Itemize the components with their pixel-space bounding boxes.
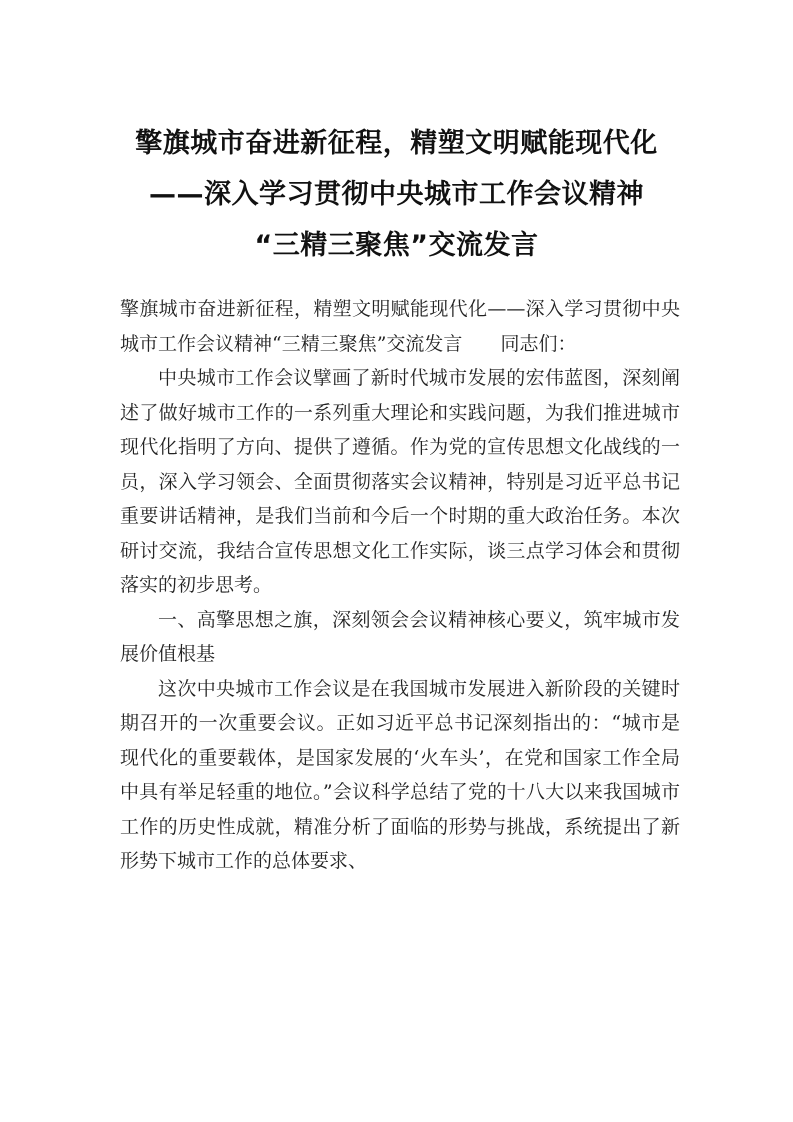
document-title	[60, 118, 733, 271]
section-heading-1: 一、高擎思想之旗，深刻领会会议精神核心要义，筑牢城市发展价值根基	[120, 608, 680, 665]
body-paragraph-2: 这次中央城市工作会议是在我国城市发展进入新阶段的关键时期召开的一次重要会议。正如习近平总书记深刻指出的：“城市是现代化的重要载体，是国家发展的‘火车头’，在党和国家工作全局中具有举足轻重的地位。”会议科学总结了党的十八大以来我国城市工作的历史性成就，精准分析了面临的形势与挑战，系统提出了新形势下城市工作的总体要求、	[120, 677, 680, 872]
title-line-1: 擎旗城市奋进新征程，精塑文明赋能现代化	[135, 128, 658, 159]
title-line-3: “三精三聚焦”交流发言	[254, 230, 539, 261]
body-paragraph-1: 中央城市工作会议擘画了新时代城市发展的宏伟蓝图，深刻阐述了做好城市工作的一系列重大理论和实践问题，为我们推进城市现代化指明了方向、提供了遵循。作为党的宣传思想文化战线的一员，深入学习领会、全面贯彻落实会议精神，特别是习近平总书记重要讲话精神，是我们当前和今后一个时期的重大政治任务。本次研讨交流，我结合宣传思想文化工作实际，谈三点学习体会和贯彻落实的初步思考。	[120, 367, 680, 596]
intro-paragraph	[120, 292, 680, 361]
salutation: 同志们：	[500, 332, 577, 355]
title-line-2: ——深入学习贯彻中央城市工作会议精神	[149, 179, 644, 210]
document-body	[120, 292, 680, 879]
intro-text: 擎旗城市奋进新征程，精塑文明赋能现代化——深入学习贯彻中央城市工作会议精神“三精三聚焦”交流发言	[120, 298, 680, 355]
